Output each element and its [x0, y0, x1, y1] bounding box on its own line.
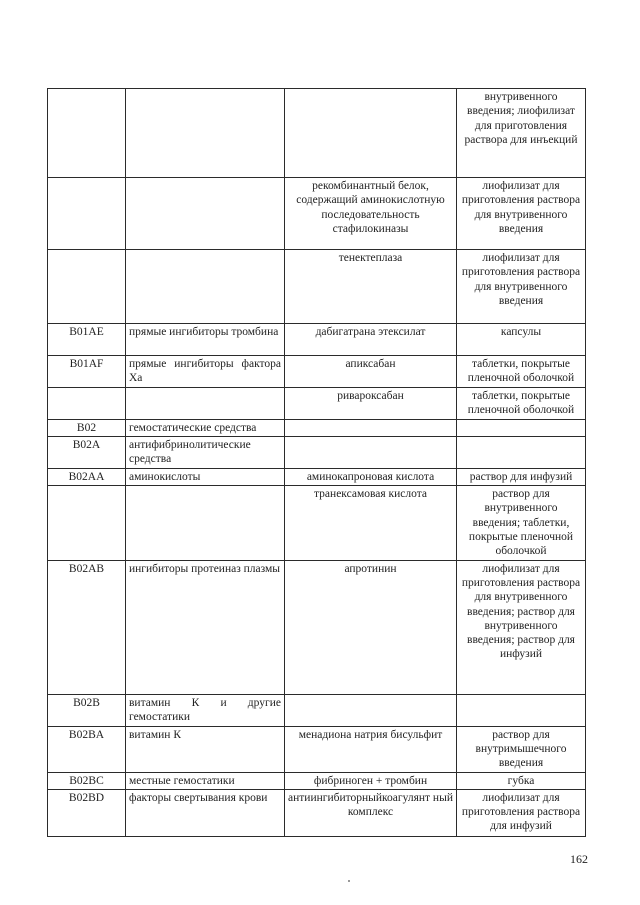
atc-code-cell — [48, 388, 126, 420]
page-number: 162 — [570, 852, 588, 866]
atc-code-cell: B01AE — [48, 324, 126, 356]
dosage-form-cell — [457, 694, 586, 726]
table-row — [48, 486, 586, 560]
group-cell: прямые ингибиторы тромбина — [126, 324, 285, 356]
atc-code-cell: B01AF — [48, 356, 126, 388]
group-cell: витамин К — [126, 726, 285, 772]
atc-code-cell — [48, 89, 126, 178]
table-row — [48, 726, 586, 772]
group-cell: факторы свертывания крови — [126, 789, 285, 836]
dosage-form-cell: раствор для внутривенного введения; таблетки, покрытые пленочной оболочкой — [457, 486, 586, 560]
table-row — [48, 419, 586, 436]
scan-dot — [348, 880, 350, 882]
table-row — [48, 388, 586, 420]
dosage-form-cell: внутривенного введения; лиофилизат для приготовления раствора для инъекций — [457, 89, 586, 178]
table-row — [48, 694, 586, 726]
dosage-form-cell: губка — [457, 772, 586, 789]
dosage-form-cell: лиофилизат для приготовления раствора для внутривенного введения; раствор для внутривенного введения; раствор для инфузий — [457, 560, 586, 694]
drug-name-cell: фибриноген + тромбин — [285, 772, 457, 789]
group-cell: гемостатические средства — [126, 419, 285, 436]
atc-code-cell: B02BC — [48, 772, 126, 789]
drug-name-cell — [285, 419, 457, 436]
group-cell — [126, 178, 285, 250]
table-row — [48, 250, 586, 324]
dosage-form-cell — [457, 419, 586, 436]
drug-name-cell — [285, 436, 457, 468]
dosage-form-cell: раствор для внутримышечного введения — [457, 726, 586, 772]
drug-name-cell: аминокапроновая кислота — [285, 468, 457, 485]
group-cell: прямые ингибиторы фактора Ха — [126, 356, 285, 388]
group-cell: местные гемостатики — [126, 772, 285, 789]
dosage-form-cell — [457, 436, 586, 468]
group-cell: аминокислоты — [126, 468, 285, 485]
table-row — [48, 789, 586, 836]
drug-name-cell — [285, 694, 457, 726]
drug-name-cell: менадиона натрия бисульфит — [285, 726, 457, 772]
dosage-form-cell: таблетки, покрытые пленочной оболочкой — [457, 388, 586, 420]
group-cell: витамин К и другие гемостатики — [126, 694, 285, 726]
table-row — [48, 772, 586, 789]
atc-code-cell: B02A — [48, 436, 126, 468]
dosage-form-cell: капсулы — [457, 324, 586, 356]
atc-code-cell: B02 — [48, 419, 126, 436]
drug-name-cell: апиксабан — [285, 356, 457, 388]
table-row — [48, 560, 586, 694]
group-cell — [126, 89, 285, 178]
atc-code-cell: B02B — [48, 694, 126, 726]
atc-code-cell — [48, 486, 126, 560]
dosage-form-cell: таблетки, покрытые пленочной оболочкой — [457, 356, 586, 388]
group-cell — [126, 388, 285, 420]
dosage-form-cell: лиофилизат для приготовления раствора для инфузий — [457, 789, 586, 836]
drug-name-cell: апротинин — [285, 560, 457, 694]
atc-code-cell — [48, 178, 126, 250]
drug-name-cell: антиингибиторныйкоагулянт ный комплекс — [285, 789, 457, 836]
table-row — [48, 356, 586, 388]
table-row — [48, 89, 586, 178]
group-cell — [126, 250, 285, 324]
dosage-form-cell: раствор для инфузий — [457, 468, 586, 485]
atc-code-cell: B02BD — [48, 789, 126, 836]
drug-name-cell: ривароксабан — [285, 388, 457, 420]
table-row — [48, 468, 586, 485]
drug-name-cell: тенектеплаза — [285, 250, 457, 324]
drug-name-cell: транексамовая кислота — [285, 486, 457, 560]
drug-name-cell — [285, 89, 457, 178]
drug-name-cell: рекомбинантный белок, содержащий аминокислотную последовательность стафилокиназы — [285, 178, 457, 250]
drug-name-cell: дабигатрана этексилат — [285, 324, 457, 356]
table-row — [48, 436, 586, 468]
atc-code-cell: B02BA — [48, 726, 126, 772]
dosage-form-cell: лиофилизат для приготовления раствора для внутривенного введения — [457, 178, 586, 250]
group-cell: ингибиторы протеиназ плазмы — [126, 560, 285, 694]
dosage-form-cell: лиофилизат для приготовления раствора для внутривенного введения — [457, 250, 586, 324]
atc-code-cell — [48, 250, 126, 324]
atc-code-cell: B02AB — [48, 560, 126, 694]
group-cell: антифибринолитические средства — [126, 436, 285, 468]
drug-table — [47, 88, 586, 837]
group-cell — [126, 486, 285, 560]
table-row — [48, 324, 586, 356]
table-row — [48, 178, 586, 250]
atc-code-cell: B02AA — [48, 468, 126, 485]
